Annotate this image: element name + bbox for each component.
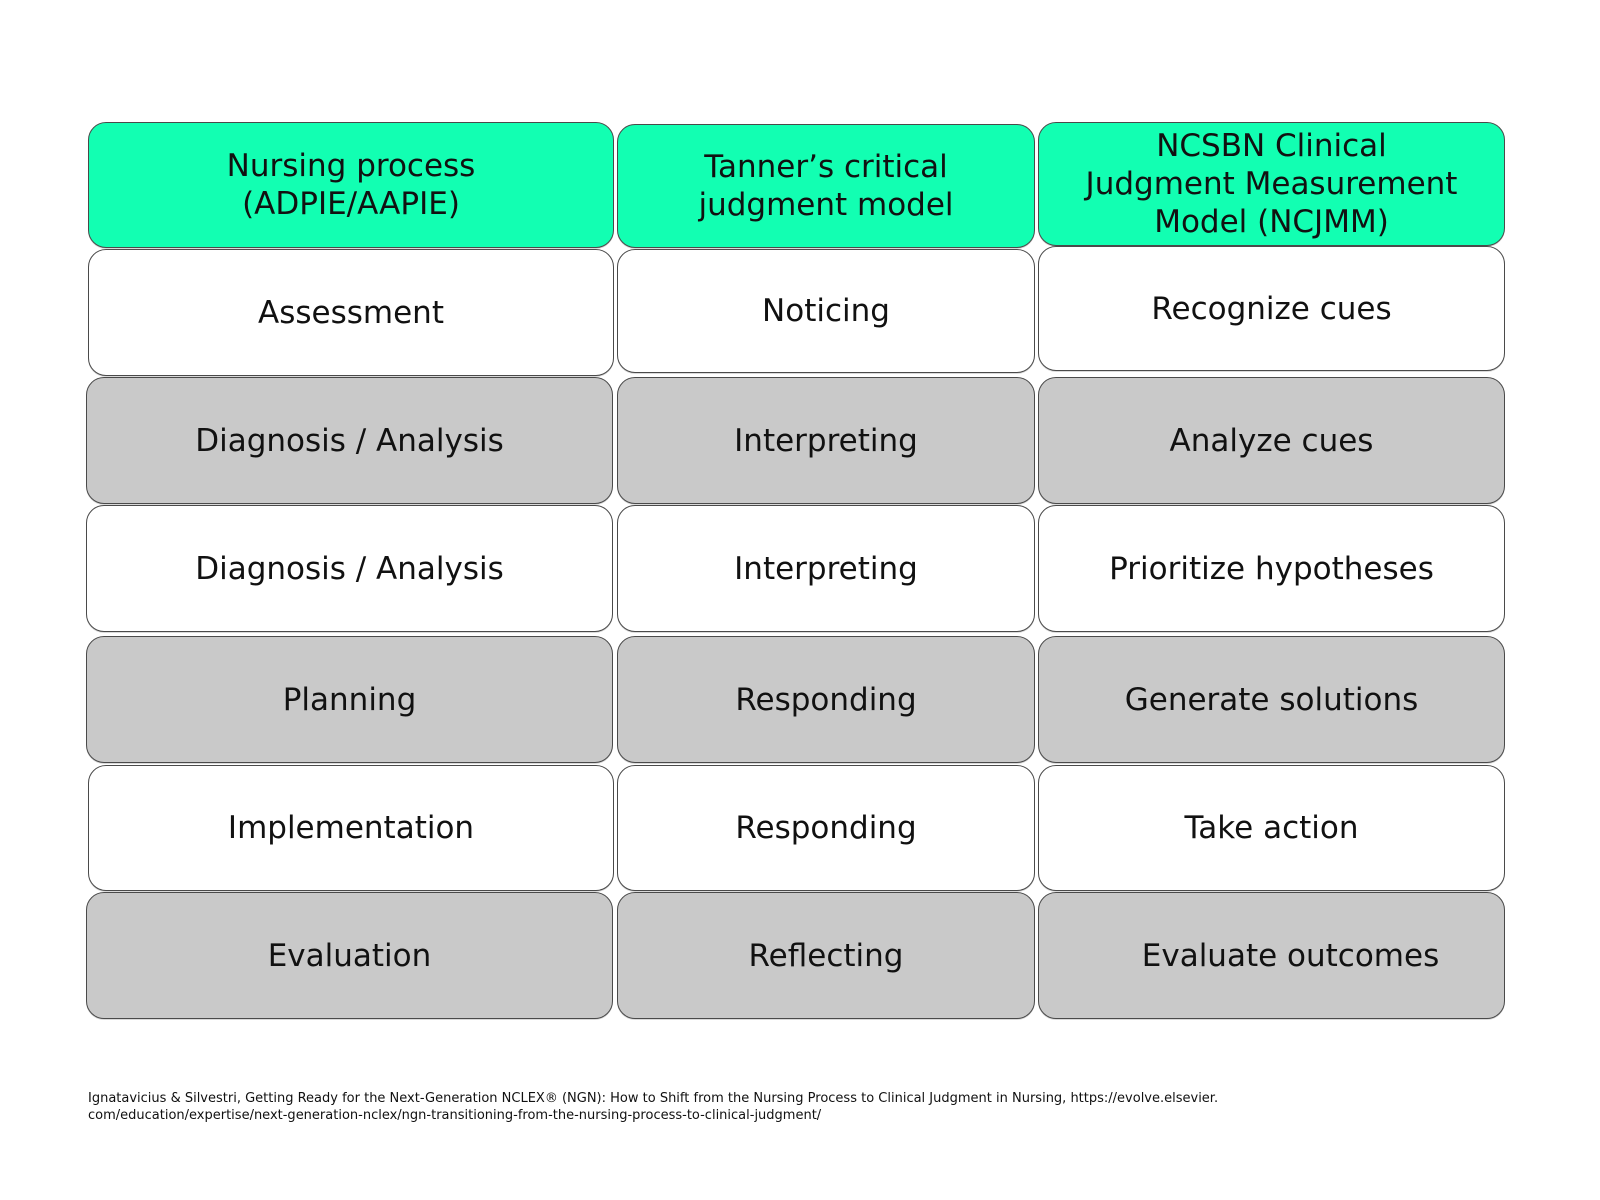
row-4-ncjmm xyxy=(1038,636,1505,763)
row-2-tanner-text: Interpreting xyxy=(734,422,918,459)
row-3-nursing-process-text: Diagnosis / Analysis xyxy=(195,550,504,587)
header-nursing-process-line2: (ADPIE/AAPIE) xyxy=(242,186,460,222)
row-5-ncjmm-text: Take action xyxy=(1184,810,1359,846)
header-nursing-process xyxy=(88,122,614,248)
row-5-nursing-process-text: Implementation xyxy=(227,810,475,846)
row-3-tanner-text: Interpreting xyxy=(734,550,918,587)
citation-line-2: com/education/expertise/next-generation-nclex/ngn-transitioning-from-the-nursing-process-to-clinical-judgment/ xyxy=(88,1108,822,1123)
row-1-nursing-process xyxy=(88,249,614,376)
row-1-tanner-text: Noticing xyxy=(762,293,890,329)
row-2-tanner xyxy=(617,377,1035,504)
header-ncjmm-line1: NCSBN Clinical xyxy=(1156,128,1387,164)
header-nursing-process-line1: Nursing process xyxy=(226,148,476,184)
row-2-nursing-process-text: Diagnosis / Analysis xyxy=(195,422,504,459)
row-1-ncjmm xyxy=(1038,246,1505,371)
row-1-tanner xyxy=(617,249,1035,373)
row-3-ncjmm xyxy=(1038,505,1505,632)
row-4-tanner xyxy=(617,636,1035,763)
row-5-nursing-process xyxy=(88,765,614,891)
row-3-nursing-process xyxy=(86,505,613,632)
row-6-tanner xyxy=(617,892,1035,1019)
row-3-tanner xyxy=(617,505,1035,632)
row-4-nursing-process xyxy=(86,636,613,763)
row-2-ncjmm xyxy=(1038,377,1505,504)
row-6-ncjmm-text: Evaluate outcomes xyxy=(1141,937,1440,974)
header-tanner-model xyxy=(617,124,1035,248)
row-1-nursing-process-text: Assessment xyxy=(258,294,444,331)
header-tanner-model-line1: Tanner’s critical xyxy=(704,149,948,185)
row-2-ncjmm-text: Analyze cues xyxy=(1169,422,1374,459)
row-6-tanner-text: Reflecting xyxy=(748,937,904,974)
row-5-tanner-text: Responding xyxy=(735,810,917,846)
row-1-ncjmm-text: Recognize cues xyxy=(1151,290,1392,327)
source-citation xyxy=(88,1090,1388,1124)
citation-line-1: Ignatavicius & Silvestri, Getting Ready for the Next-Generation NCLEX® (NGN): How to Shift from the Nursing Process to Clinical Judgment in Nursing, https://evolve.elsevier. xyxy=(88,1091,1219,1106)
row-5-tanner xyxy=(617,765,1035,891)
header-ncjmm-line3: Model (NCJMM) xyxy=(1154,204,1389,240)
row-5-ncjmm xyxy=(1038,765,1505,891)
row-3-ncjmm-text: Prioritize hypotheses xyxy=(1109,550,1434,587)
row-6-ncjmm xyxy=(1038,892,1505,1019)
row-4-tanner-text: Responding xyxy=(735,681,917,718)
row-6-nursing-process-text: Evaluation xyxy=(267,937,432,974)
header-ncjmm xyxy=(1038,122,1505,246)
row-4-ncjmm-text: Generate solutions xyxy=(1124,681,1419,718)
row-2-nursing-process xyxy=(86,377,613,504)
row-6-nursing-process xyxy=(86,892,613,1019)
row-4-nursing-process-text: Planning xyxy=(282,681,417,718)
header-tanner-model-line2: judgment model xyxy=(698,187,954,223)
header-ncjmm-line2: Judgment Measurement xyxy=(1085,166,1458,202)
